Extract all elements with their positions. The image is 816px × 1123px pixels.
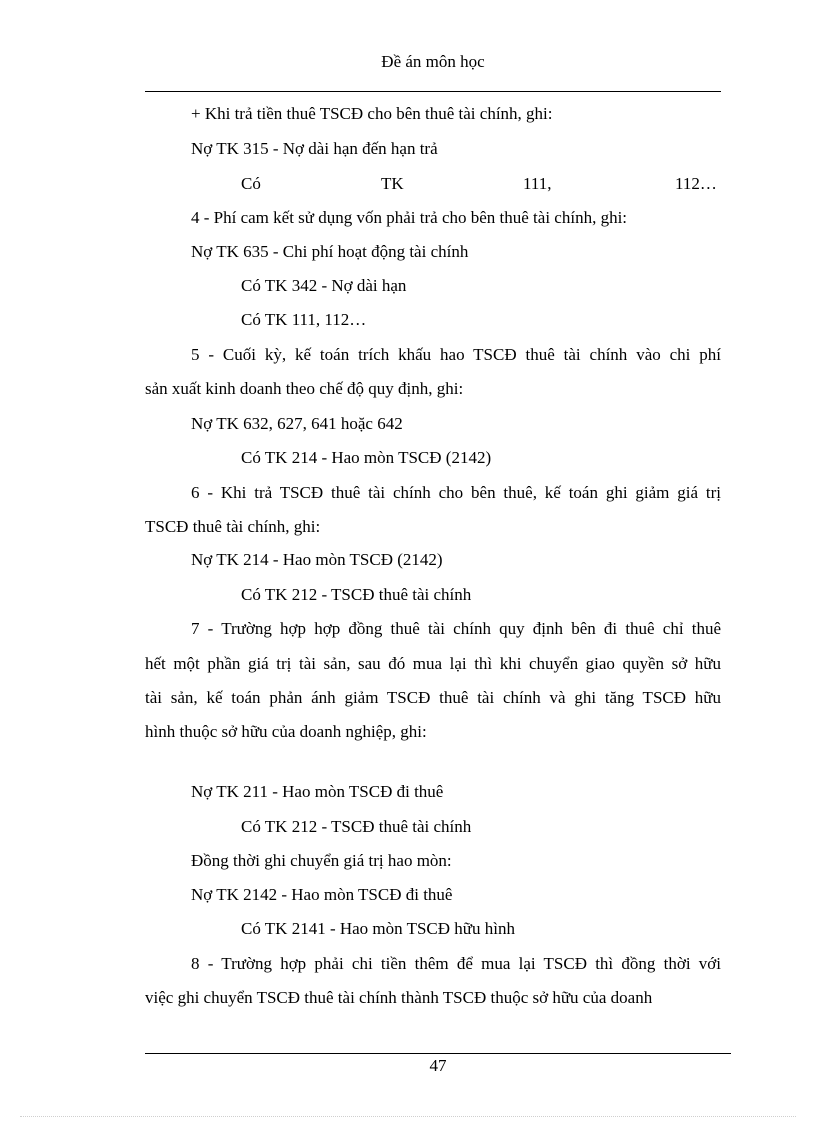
body-line: sản xuất kinh doanh theo chế độ quy định, ghi: bbox=[145, 379, 464, 398]
body-line: TK bbox=[381, 174, 404, 193]
body-line: Có bbox=[241, 174, 261, 193]
body-line: 7 - Trường hợp hợp đồng thuê tài chính quy định bên đi thuê chỉ thuê bbox=[191, 619, 721, 638]
body-line: Có TK 212 - TSCĐ thuê tài chính bbox=[241, 817, 472, 836]
body-line: 5 - Cuối kỳ, kế toán trích khấu hao TSCĐ thuê tài chính vào chi phí bbox=[191, 345, 721, 364]
body-line: + Khi trả tiền thuê TSCĐ cho bên thuê tài chính, ghi: bbox=[191, 104, 553, 123]
body-line: 8 - Trường hợp phải chi tiền thêm để mua lại TSCĐ thì đồng thời với bbox=[191, 954, 721, 973]
body-line: Nợ TK 211 - Hao mòn TSCĐ đi thuê bbox=[191, 782, 444, 801]
body-line: tài sản, kế toán phản ánh giảm TSCĐ thuê tài chính và ghi tăng TSCĐ hữu bbox=[145, 688, 721, 707]
body-line: Có TK 111, 112… bbox=[241, 310, 367, 329]
body-line: Nợ TK 214 - Hao mòn TSCĐ (2142) bbox=[191, 550, 443, 569]
page-number: 47 bbox=[429, 1056, 447, 1075]
body-line: Có TK 2141 - Hao mòn TSCĐ hữu hình bbox=[241, 919, 515, 938]
body-line: hết một phần giá trị tài sản, sau đó mua lại thì khi chuyển giao quyền sở hữu bbox=[145, 654, 721, 673]
body-line: Nợ TK 315 - Nợ dài hạn đến hạn trả bbox=[191, 139, 438, 158]
body-line: việc ghi chuyển TSCĐ thuê tài chính thành TSCĐ thuộc sở hữu của doanh bbox=[145, 988, 653, 1007]
body-line: Có TK 342 - Nợ dài hạn bbox=[241, 276, 407, 295]
body-line: Đồng thời ghi chuyển giá trị hao mòn: bbox=[191, 851, 452, 870]
body-line: Có TK 212 - TSCĐ thuê tài chính bbox=[241, 585, 472, 604]
body-line: 111, bbox=[523, 174, 552, 193]
page-edge-divider bbox=[20, 1116, 796, 1117]
body-line: 112… bbox=[675, 174, 717, 193]
body-line: Nợ TK 632, 627, 641 hoặc 642 bbox=[191, 414, 403, 433]
body-line: 6 - Khi trả TSCĐ thuê tài chính cho bên thuê, kế toán ghi giảm giá trị bbox=[191, 483, 721, 502]
body-line: 4 - Phí cam kết sử dụng vốn phải trả cho bên thuê tài chính, ghi: bbox=[191, 208, 628, 227]
footer-rule bbox=[145, 1053, 731, 1054]
header-rule bbox=[145, 91, 721, 92]
body-line: TSCĐ thuê tài chính, ghi: bbox=[145, 517, 321, 536]
body-line: Nợ TK 635 - Chi phí hoạt động tài chính bbox=[191, 242, 469, 261]
body-line: hình thuộc sở hữu của doanh nghiệp, ghi: bbox=[145, 722, 427, 741]
page-header-title: Đề án môn học bbox=[381, 52, 485, 71]
body-line: Nợ TK 2142 - Hao mòn TSCĐ đi thuê bbox=[191, 885, 453, 904]
body-line: Có TK 214 - Hao mòn TSCĐ (2142) bbox=[241, 448, 492, 467]
